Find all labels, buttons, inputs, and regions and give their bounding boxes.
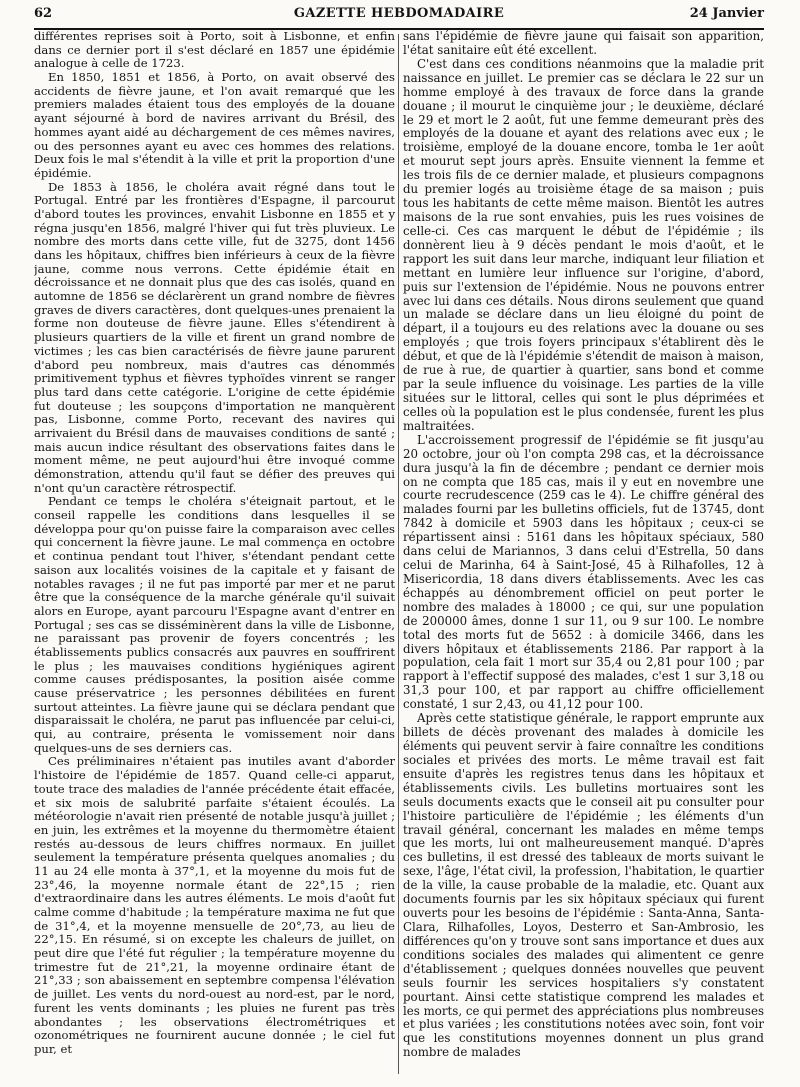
paragraph: De 1853 à 1856, le choléra avait régné dans tout le Portugal. Entré par les frontières d'Espagne, il parcourut d'abord toutes les provinces, envahit Lisbonne en 1855 et y régna jusqu'en 1856, malgré l'hiver qui fut très pluvieux. Le nombre des morts dans cette ville, fut de 3275, dont 1456 dans les hôpitaux, chiffres bien inférieurs à ceux de la fièvre jaune, comme nous verrons. Cette épidémie était en décroissance et ne donnait plus que des cas isolés, quand en automne de 1856 se déclarèrent un grand nombre de fièvres graves de divers caractères, dont quelques-unes prenaient la forme non douteuse de fièvre jaune. Elles s'étendirent à plusieurs quartiers de la ville et firent un grand nombre de victimes ; les cas bien caractérisés de fièvre jaune parurent d'abord peu nombreux, mais d'autres cas dénommés primitivement typhus et fièvres typhoïdes vinrent se ranger plus tard dans cette catégorie. L'origine de cette épidémie fut douteuse ; les soupçons d'importation ne manquèrent pas, Lisbonne, comme Porto, recevant des navires qui arrivaient du Brésil dans de mauvaises conditions de santé ; mais aucun indice résultant des observations faites dans le moment même, ne peut aujourd'hui être invoqué comme démonstration, attendu qu'il faut se défier des preuves qui n'ont qu'un caractère rétrospectif. (34, 179, 395, 495)
paragraph: différentes reprises soit à Porto, soit à Lisbonne, et enfin dans ce dernier port il s'est déclaré en 1857 une épidémie analogue à celle de 1723. (34, 30, 395, 71)
paragraph: Après cette statistique générale, le rapport emprunte aux billets de décès provenant des malades à domicile les éléments qui peuvent servir à faire connaître les conditions sociales et privées des morts. Le même travail est fait ensuite d'après les registres tenus dans les hôpitaux et établissements civils. Les bulletins mortuaires sont les seuls documents exacts que le conseil ait pu consulter pour l'histoire particulière de l'épidémie ; les éléments d'un travail général, concernant les malades en même temps que les morts, lui ont malheureusement manqué. D'après ces bulletins, il est dressé des tableaux de morts suivant le sexe, l'âge, l'état civil, la profession, l'habitation, le quartier de la ville, la cause probable de la maladie, etc. Quant aux documents fournis par les six hôpitaux spéciaux qui furent ouverts pour les besoins de l'épidémie : Santa-Anna, Santa-Clara, Rilhafolles, Loyos, Desterro et San-Ambrosio, les différences qu'on y trouve sont sans importance et dues aux conditions sociales des malades qui alimentent ce genre d'établissement ; quelques données nouvelles que peuvent seuls fournir les services hospitaliers s'y constatent pourtant. Ainsi cette statistique comprend les malades et les morts, ce qui permet des appréciations plus nombreuses et plus variées ; les constitutions notées avec soin, font voir que les constitutions moyennes donnent un plus grand nombre de malades (403, 711, 764, 1060)
column-divider (398, 34, 399, 1074)
paragraph: Ces préliminaires n'étaient pas inutiles avant d'aborder l'histoire de l'épidémie de 1857. Quand celle-ci apparut, toute trace des maladies de l'année précédente était effacée, et six mois de salubrité parfaite s'étaient écoulés. La météorologie n'avait rien présenté de notable jusqu'à juillet ; en juin, les extrêmes et la moyenne du thermomètre étaient restés au-dessous de leurs chiffres normaux. En juillet seulement la température présenta quelques anomalies ; du 11 au 24 elle monta à 37°,1, et la moyenne du mois fut de 23°,46, la moyenne normale étant de 22°,15 ; rien d'extraordinaire dans les autres éléments. Le mois d'août fut calme comme d'habitude ; la température maxima ne fut que de 31°,4, et la moyenne mensuelle de 20°,73, au lieu de 22°,15. En résumé, si on excepte les chaleurs de juillet, on peut dire que l'été fut régulier ; la température moyenne du trimestre fut de 21°,21, la moyenne ordinaire étant de 21°,33 ; son abaissement en septembre compensa l'élévation de juillet. Les vents du nord-ouest au nord-est, par le nord, furent les vents dominants ; les pluies ne furent pas très abondantes ; les observations électrométriques et ozonométriques ne fournirent aucune donnée ; le ciel fut pur, et (34, 754, 395, 1056)
paragraph: L'accroissement progressif de l'épidémie se fit jusqu'au 20 octobre, jour où l'on compta 298 cas, et la décroissance dura jusqu'à la fin de décembre ; pendant ce dernier mois on ne compta que 185 cas, mais il y eut en novembre une courte recrudescence (259 cas le 4). Le chiffre général des malades fourni par les bulletins officiels, fut de 13745, dont 7842 à domicile et 5903 dans les hôpitaux ; ceux-ci se répartissent ainsi : 5161 dans les hôpitaux spéciaux, 580 dans celui de Mariannos, 3 dans celui d'Estrella, 50 dans celui de Marinha, 64 à Saint-José, 45 à Rilhafolles, 12 à Misericordia, 18 dans divers établissements. Avec les cas échappés au dénombrement officiel on peut porter le nombre des malades à 18000 ; ce qui, sur une population de 200000 âmes, donne 1 sur 11, ou 9 sur 100. Le nombre total des morts fut de 5652 : à domicile 3466, dans les divers hôpitaux et établissements 2186. Par rapport à la population, cela fait 1 mort sur 35,4 ou 2,81 pour 100 ; par rapport à l'effectif supposé des malades, c'est 1 sur 3,18 ou 31,3 pour 100, et par rapport au chiffre officiellement constaté, 1 sur 2,43, ou 41,12 pour 100. (403, 432, 764, 712)
issue-date: 24 Janvier (689, 6, 764, 21)
paragraph: C'est dans ces conditions néanmoins que la maladie prit naissance en juillet. Le premier cas se déclara le 22 sur un homme employé à des travaux de force dans la grande douane ; il mourut le cinquième jour ; le deuxième, déclaré le 29 et mort le 2 août, fut une femme demeurant près des employés de la douane et ayant des relations avec eux ; le troisième, employé de la douane encore, tomba le 1er août et mourut sept jours après. Ensuite viennent la femme et les trois fils de ce dernier malade, et plusieurs compagnons du premier logés au troisième étage de sa maison ; puis tous les habitants de cette même maison. Bientôt les autres maisons de la rue sont envahies, puis les rues voisines de celle-ci. Ces cas marquent le début de l'épidémie ; ils donnèrent lieu à 9 décès pendant le mois d'août, et le rapport les suit dans leur marche, indiquant leur filiation et mettant en lumière leur influence sur l'origine, d'abord, puis sur l'extension de l'épidémie. Nous ne pouvons entrer avec lui dans ces détails. Nous dirons seulement que quand un malade se déclare dans un lieu éloigné du point de départ, il a toujours eu des relations avec la douane ou ses employés ; que trois foyers principaux s'établirent dès le début, et que de là l'épidémie s'étendit de maison à maison, de rue à rue, de quartier à quartier, sans bond et comme par la seule influence du voisinage. Les parties de la ville situées sur le littoral, celles qui sont le plus déprimées et celles où la population est le plus condensée, furent les plus maltraitées. (403, 56, 764, 433)
paragraph: En 1850, 1851 et 1856, à Porto, on avait observé des accidents de fièvre jaune, et l'on avait remarqué que les premiers malades étaient tous des employés de la douane ayant séjourné à bord de navires arrivant du Brésil, des hommes ayant aidé au déchargement de ces mêmes navires, ou des personnes ayant eu avec ces hommes des relations. Deux fois le mal s'étendit à la ville et prit la proportion d'une épidémie. (34, 70, 395, 180)
right-column (403, 30, 764, 1076)
paragraph: sans l'épidémie de fièvre jaune qui faisait son apparition, l'état sanitaire eût été excellent. (403, 30, 764, 57)
page-number: 62 (34, 6, 53, 21)
left-column (34, 30, 395, 1076)
paragraph: Pendant ce temps le choléra s'éteignait partout, et le conseil rappelle les conditions dans lesquelles il se développa pour qu'on puisse faire la comparaison avec celles qui concernent la fièvre jaune. Le mal commença en octobre et continua pendant tout l'hiver, s'étendant pendant cette saison aux localités voisines de la capitale et y faisant de notables ravages ; il ne fut pas importé par mer et ne parut être que la conséquence de la marche générale qu'il suivait alors en Europe, ayant parcouru l'Espagne avant d'entrer en Portugal ; ses cas se disséminèrent dans la ville de Lisbonne, ne paraissant pas provenir de foyers concentrés ; les établissements publics consacrés aux pauvres en souffrirent le plus ; les mauvaises conditions hygiéniques agirent comme causes prédisposantes, la position aisée comme cause préservatrice ; les personnes débilitées en furent surtout atteintes. La fièvre jaune qui se déclara pendant que disparaissait le choléra, ne parut pas influencée par celui-ci, qui, au contraire, présenta le vomissement noir dans quelques-uns de ses derniers cas. (34, 494, 395, 755)
publication-title: GAZETTE HEBDOMADAIRE (293, 6, 505, 21)
